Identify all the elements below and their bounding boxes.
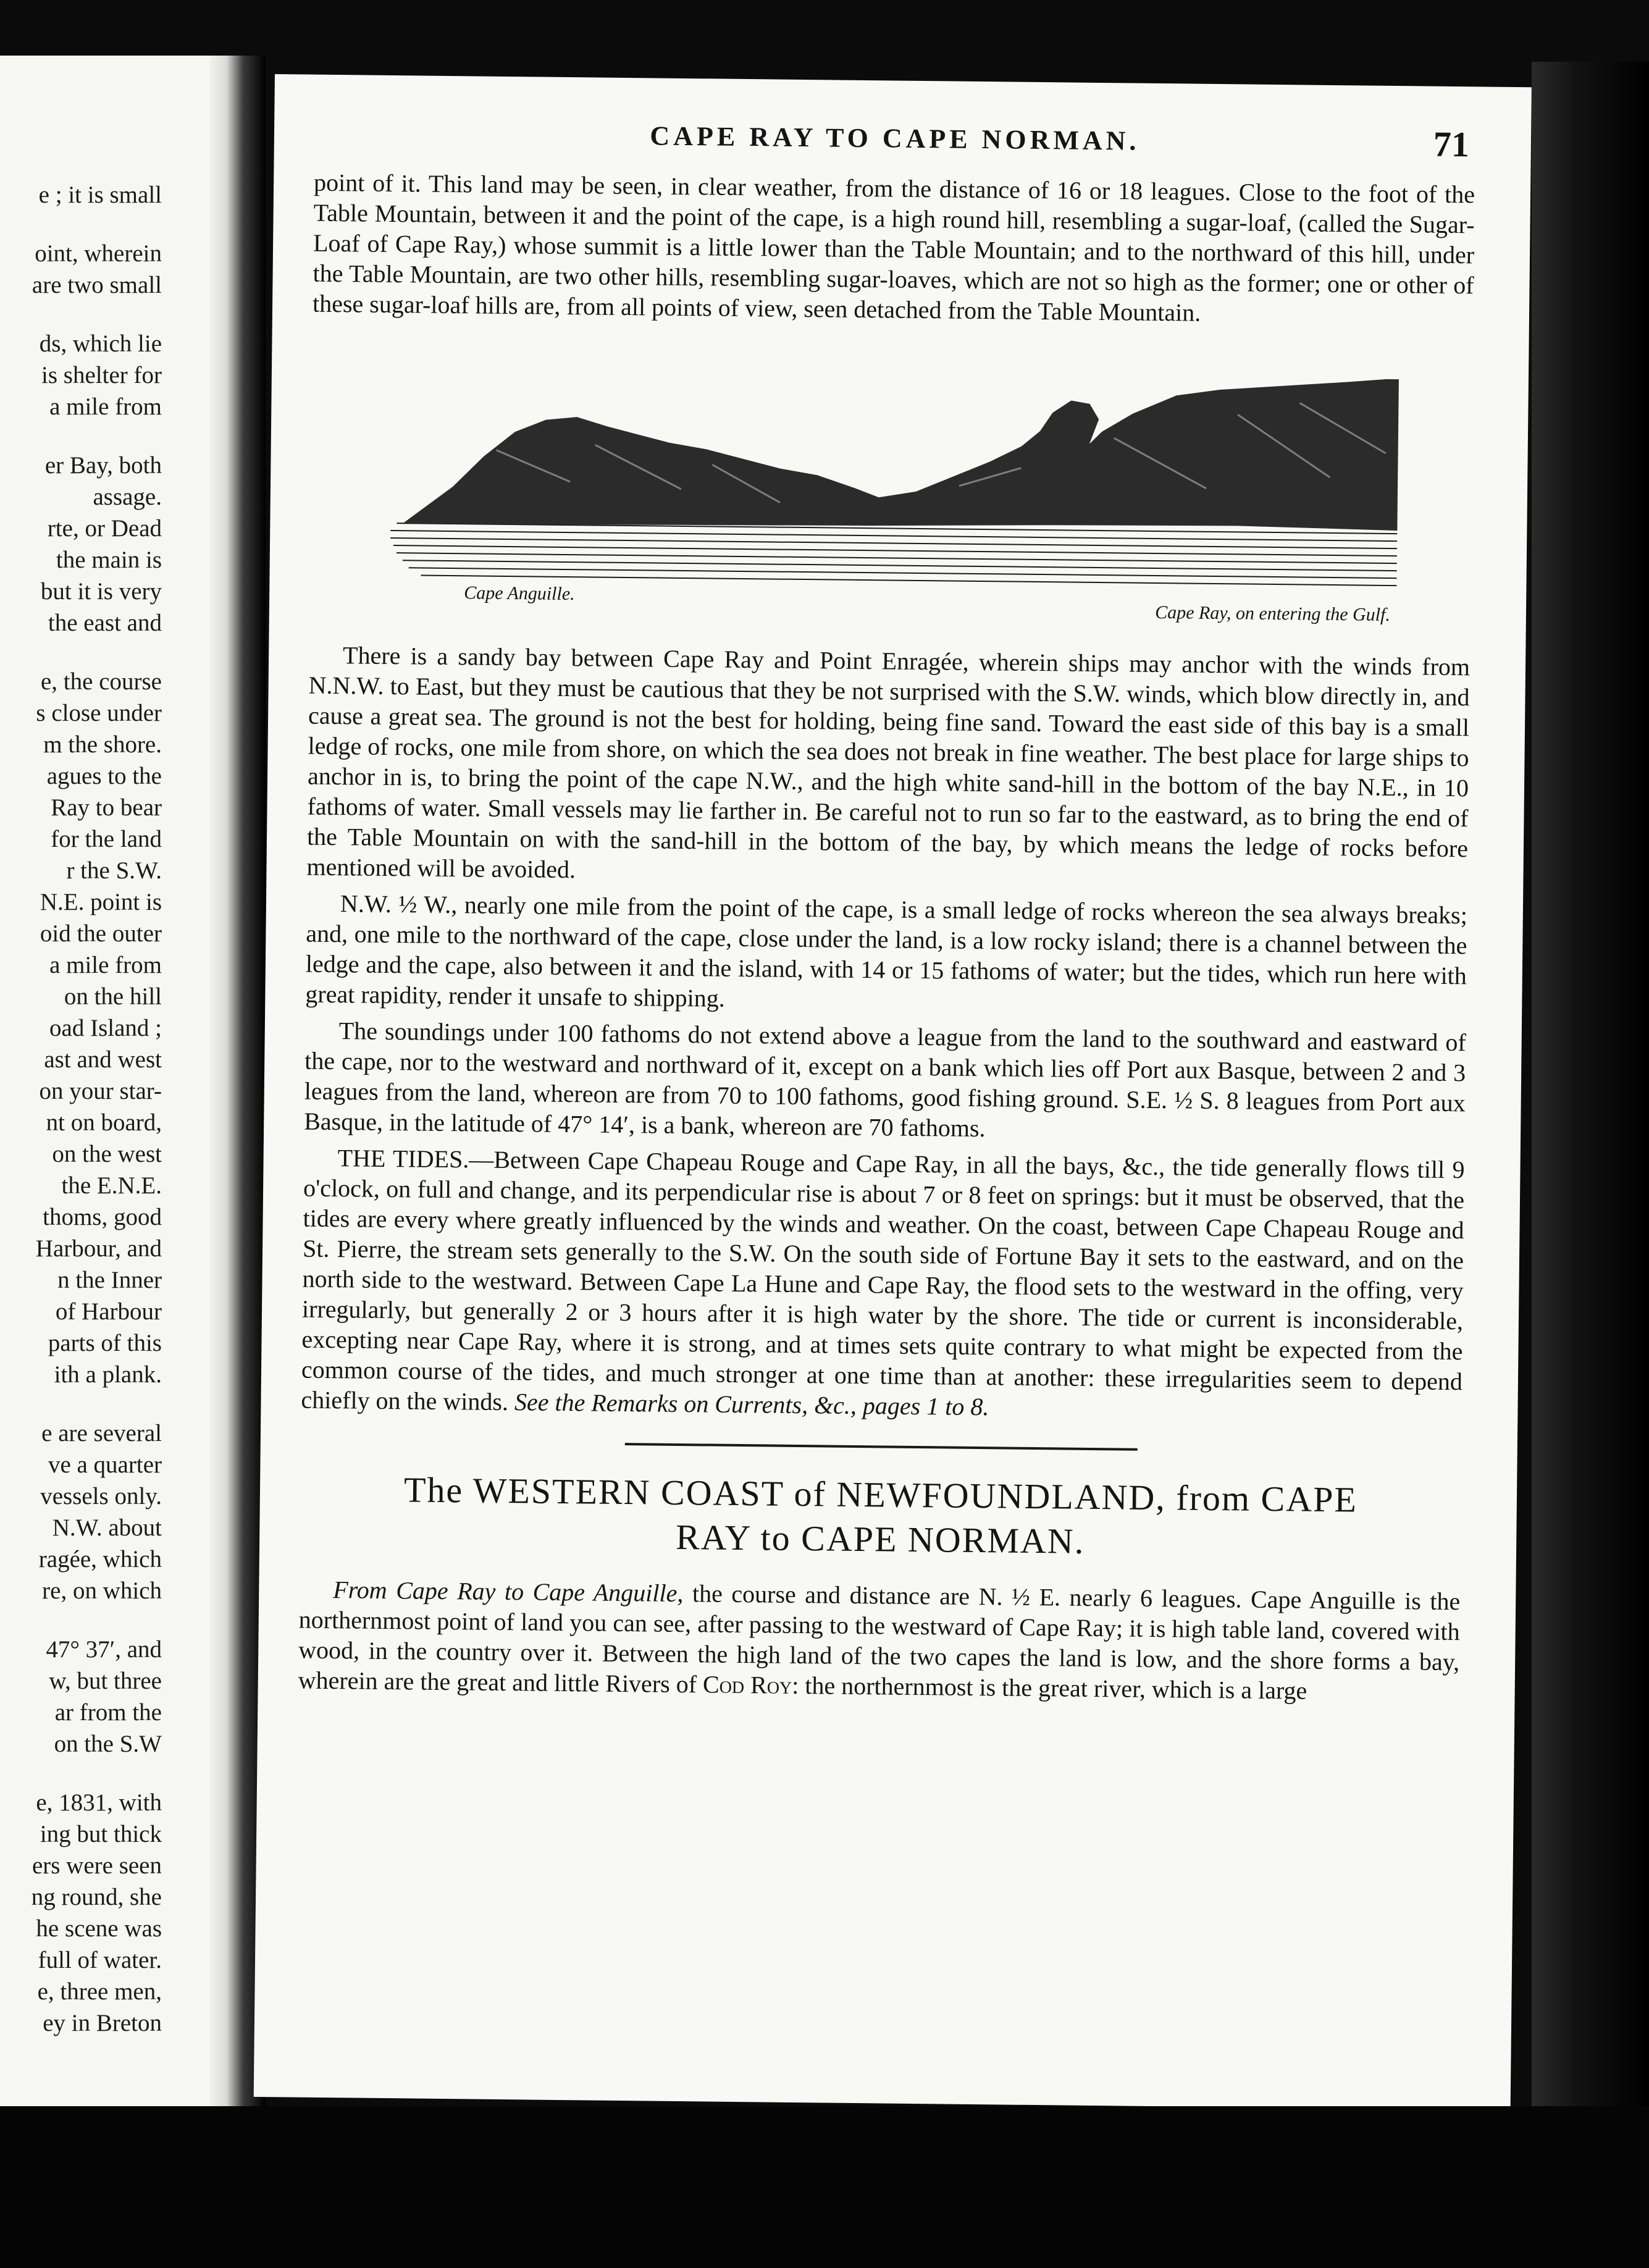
paragraph-soundings: The soundings under 100 fathoms do not extend above a league from the land to the southward and eastward of the cape, nor to the westward and northward of it, except on a bank which lies off Port aux Basque, between 2 and 3 leagues from the land, whereon are from 70 to 100 fathoms, good fishing ground. S.E. ½ S. 8 leagues from Port aux Basque, in the latitude of 47° 14′, is a bank, whereon are 70 fathoms.	[304, 1017, 1466, 1143]
route-body: the course and distance are N. ½ E. nearly 6 leagues. Cape Anguille is the northernmost point of land you can see, after passing to the westward of Cape Ray; it is high table land, covered with wood, in the country over it. Between the high land of the two capes the land is low, and the shore forms a bay, wherein are the great and little Rivers of	[298, 1579, 1461, 1699]
left-page-line: on the S.W	[54, 1731, 162, 1757]
left-page-gap	[0, 1606, 162, 1634]
left-page-line: ragée, which	[38, 1546, 162, 1573]
left-page-gap	[0, 422, 162, 450]
left-page-gap	[0, 301, 162, 328]
rivers-name: Cod Roy	[702, 1670, 792, 1699]
left-page-line: Harbour, and	[35, 1235, 162, 1262]
scan-bottom-shadow	[0, 2106, 1649, 2268]
sea-hatching	[390, 523, 1398, 586]
left-page-line: oint, wherein	[35, 240, 162, 267]
tides-remark: See the Remarks on Currents, &c., pages 1 to 8.	[514, 1388, 989, 1421]
left-page-line: ds, which lie	[39, 330, 162, 357]
paragraph-sandy-bay: There is a sandy bay between Cape Ray and Point Enragée, wherein ships may anchor with the winds from N.N.W. to East, but they must be cautious that they be not surprised with the S.W. winds, which blow directly in, and cause a great sea. The ground is not the best for holding, being fine sand. Toward the east side of this bay is a small ledge of rocks, one mile from shore, on which the sea does not break in fine weather. The best place for large ships to anchor in is, to bring the point of the cape N.W., and the high white sand-hill in the bottom of the bay N.E., in 10 fathoms of water. Small vessels may lie farther in. Be careful not to run so far to the eastward, as to bring the end of the Table Mountain on with the sand-hill in the bottom of the bay, by which means the ledge of rocks before mentioned will be avoided.	[306, 641, 1471, 884]
left-page-line: ng round, she	[31, 1884, 162, 1910]
coastline-engraving	[309, 337, 1474, 646]
caption-cape-anguille: Cape Anguille.	[464, 582, 575, 605]
left-page-line: ith a plank.	[54, 1361, 162, 1388]
left-page-line: oid the outer	[40, 920, 162, 947]
left-page-line: ve a quarter	[48, 1451, 162, 1478]
left-page-line: rte, or Dead	[47, 515, 162, 542]
left-page-line: e, the course	[41, 668, 162, 695]
left-page-line: he scene was	[36, 1915, 162, 1942]
left-page-line: are two small	[31, 272, 162, 298]
left-page-line: the east and	[48, 610, 162, 636]
left-page-line: e ; it is small	[38, 182, 162, 208]
left-page-line: ast and west	[44, 1046, 162, 1073]
paragraph-cape-ray-to-cape-anguille	[298, 1574, 1461, 1708]
left-page-line: vessels only.	[40, 1483, 162, 1510]
section-divider	[625, 1443, 1138, 1451]
left-page-line: er Bay, both	[44, 452, 162, 479]
left-page-line: a mile from	[49, 952, 162, 978]
page-content	[298, 112, 1476, 1708]
left-page-gap	[0, 1760, 162, 1787]
left-page-line: but it is very	[40, 578, 162, 605]
route-lead: From Cape Ray to Cape Anguille,	[333, 1576, 684, 1608]
tides-body: —Between Cape Chapeau Rouge and Cape Ray, in all the bays, &c., the tide generally flows till 9 o'clock, on full and change, and its perpendicular rise is about 7 or 8 feet on springs: but it must be observed, that the tides are every where greatly influenced by the winds and weather. On the coast, between Cape Chapeau Rouge and St. Pierre, the stream sets generally to the S.W. On the south side of Fortune Bay it sets to the eastward, and on the north side to the westward. Between Cape La Hune and Cape Ray, the flood sets to the westward in the offing, very irregularly, but generally 2 or 3 hours after it is high water by the shore. The tide or current is inconsiderable, excepting near Cape Ray, where it is strong, and at times sets quite contrary to what might be expected from the common course of the tides, and much stronger at one time than at another: these irregularities seem to depend chiefly on the winds.	[301, 1145, 1465, 1416]
left-page-line: re, on which	[42, 1577, 162, 1604]
left-page-line: m the shore.	[43, 731, 162, 758]
left-page-line: e are several	[41, 1420, 162, 1447]
left-page-line: of Harbour	[55, 1298, 162, 1325]
left-page-line: parts of this	[48, 1330, 162, 1356]
running-title: CAPE RAY TO CAPE NORMAN.	[650, 120, 1140, 156]
section-heading	[300, 1467, 1461, 1568]
left-page-line: thoms, good	[43, 1204, 162, 1230]
left-page-line: is shelter for	[41, 362, 162, 388]
left-page-line: N.E. point is	[40, 889, 162, 915]
left-page-line: e, 1831, with	[36, 1789, 162, 1816]
left-page-line: N.W. about	[52, 1514, 162, 1541]
route-end: : the northernmost is the great river, which is a large	[792, 1671, 1307, 1705]
left-page-line: the main is	[56, 547, 162, 573]
left-page-line: on the west	[52, 1141, 162, 1167]
caption-cape-ray: Cape Ray, on entering the Gulf.	[1154, 602, 1391, 625]
left-page-line: the E.N.E.	[61, 1172, 162, 1199]
left-page-line: ey in Breton	[43, 2010, 162, 2036]
paragraph-sugar-loaf: point of it. This land may be seen, in clear weather, from the distance of 16 or 18 leagues. Close to the foot of the Table Mountain, between it and the point of the cape, is a high round hill, resembling a sugar-loaf, (called the Sugar-Loaf of Cape Ray,) whose summit is a little lower than the Table Mountain; and to the northward of this hill, under the Table Mountain, are two other hills, resembling sugar-loaves, which are not so high as the former; one or other of these sugar-loaf hills are, from all points of view, seen detached from the Table Mountain.	[312, 168, 1475, 327]
section-heading-line-2: RAY to CAPE NORMAN.	[675, 1516, 1085, 1561]
paragraph-ledge-of-rocks: N.W. ½ W., nearly one mile from the point of the cape, is a small ledge of rocks whereon the sea always breaks; and, one mile to the northward of the cape, close under the land, is a low rocky island; there is a channel between the ledge and the cape, also between it and the island, with 14 or 15 fathoms of water; but the tides, which run here with great rapidity, render it unsafe to shipping.	[305, 889, 1468, 1012]
left-page-line: n the Inner	[57, 1267, 162, 1293]
left-page-line: ing but thick	[40, 1821, 162, 1847]
left-page-line: s close under	[36, 700, 162, 726]
left-page-gap	[0, 1390, 162, 1418]
left-page-line: on the hill	[64, 983, 162, 1010]
book-page	[254, 74, 1532, 2110]
left-page-line: ers were seen	[31, 1852, 162, 1879]
left-page-line: assage.	[93, 484, 162, 510]
left-page-line: oad Island ;	[49, 1015, 162, 1041]
left-page-gap	[0, 639, 162, 666]
left-page-line: w, but three	[49, 1668, 162, 1694]
left-page-line: nt on board,	[46, 1109, 162, 1136]
left-page-line: agues to the	[46, 763, 162, 789]
section-heading-line-1: The WESTERN COAST of NEWFOUNDLAND, from CAPE	[403, 1469, 1358, 1520]
left-page-line: r the S.W.	[66, 857, 162, 884]
left-page-line: e, three men,	[37, 1978, 162, 2005]
left-page-line: ar from the	[54, 1699, 162, 1726]
left-page-gap	[0, 211, 162, 238]
left-page-line: a mile from	[49, 393, 162, 420]
left-page-line: full of water.	[38, 1947, 162, 1973]
left-page-line: on your star-	[39, 1078, 162, 1104]
mountain-range	[403, 369, 1399, 534]
left-page-line: for the land	[51, 826, 162, 852]
tides-lead: THE TIDES.	[337, 1144, 469, 1174]
left-page-line: Ray to bear	[51, 794, 162, 821]
page-number: 71	[1433, 124, 1470, 165]
left-page-text-column	[0, 179, 162, 2039]
left-page-line: 47° 37′, and	[46, 1636, 162, 1663]
paragraph-tides	[301, 1143, 1465, 1427]
page-right-edge	[1532, 62, 1649, 2112]
